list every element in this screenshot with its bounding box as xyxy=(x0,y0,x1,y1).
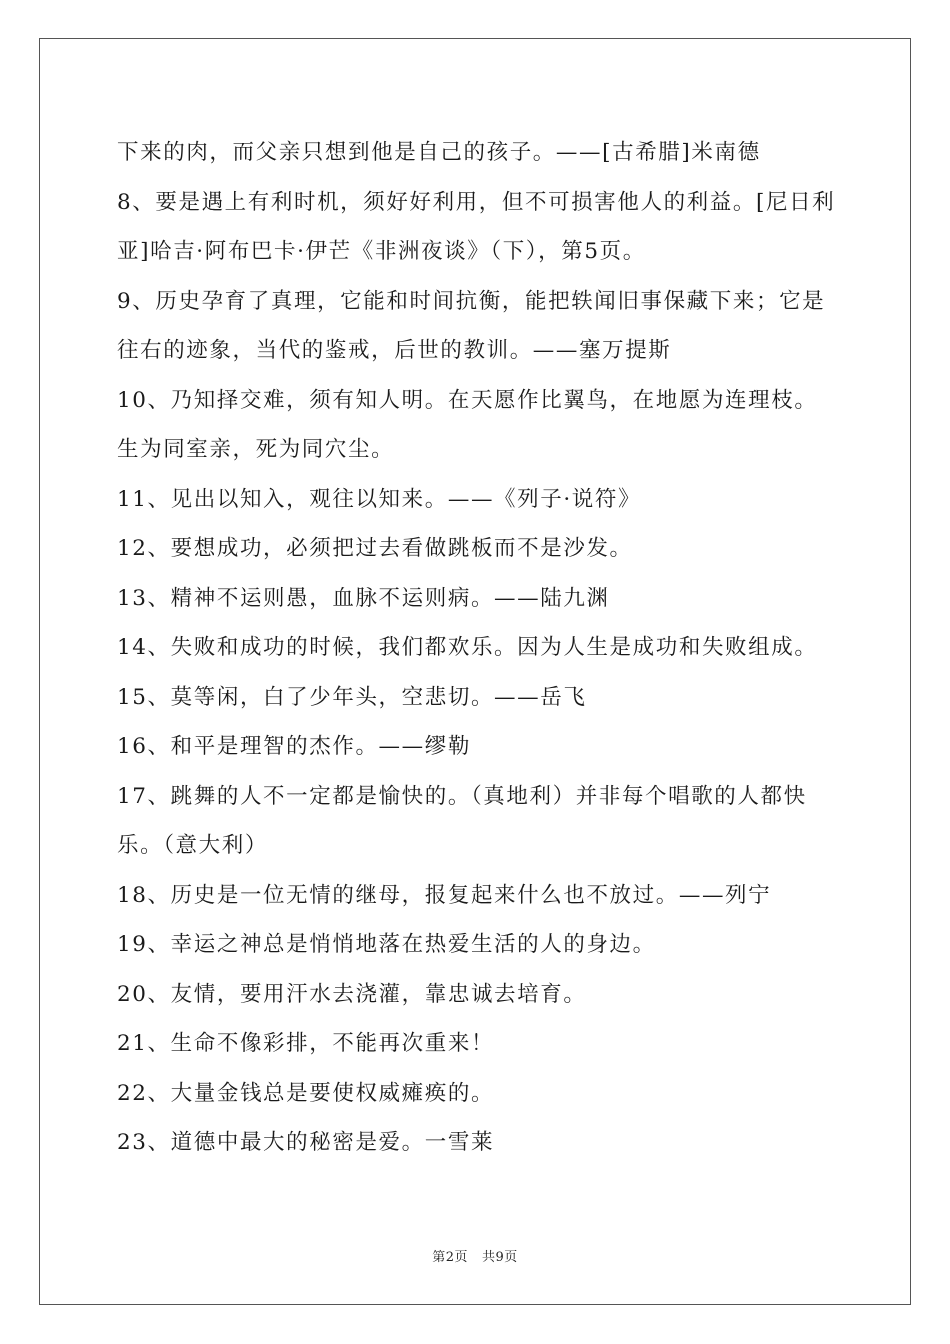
document-body xyxy=(117,128,837,1168)
paragraph: 22、大量金钱总是要使权威瘫痪的。 xyxy=(117,1080,495,1106)
paragraph: 20、友情，要用汗水去浇灌，靠忠诚去培育。 xyxy=(117,981,587,1007)
paragraph: 19、幸运之神总是悄悄地落在热爱生活的人的身边。 xyxy=(117,932,656,957)
paragraph: 17、跳舞的人不一定都是愉快的。（真地利）并非每个唱歌的人都快乐。（意大利） xyxy=(117,783,807,858)
paragraph: 21、生命不像彩排，不能再次重来！ xyxy=(117,1031,495,1056)
paragraph: 8、要是遇上有利时机，须好好利用，但不可损害他人的利益。[尼日利亚]哈吉·阿布巴卡·伊芒《非洲夜谈》（下），第5页。 xyxy=(117,189,836,264)
paragraph: 13、精神不运则愚，血脉不运则病。——陆九渊 xyxy=(117,585,610,611)
page-footer xyxy=(0,1246,950,1265)
paragraph: 12、要想成功，必须把过去看做跳板而不是沙发。 xyxy=(117,536,633,561)
page-total: 共9页 xyxy=(482,1250,518,1265)
paragraph: 14、失败和成功的时候，我们都欢乐。因为人生是成功和失败组成。 xyxy=(117,635,818,660)
paragraph: 10、乃知择交难，须有知人明。在天愿作比翼鸟，在地愿为连理枝。生为同室亲，死为同穴尘。 xyxy=(117,387,818,462)
paragraph: 11、见出以知入，观往以知来。——《列子·说符》 xyxy=(117,486,642,512)
paragraph: 15、莫等闲，白了少年头，空悲切。——岳飞 xyxy=(117,684,587,710)
paragraph: 23、道德中最大的秘密是爱。一雪莱 xyxy=(117,1130,495,1155)
paragraph: 9、历史孕育了真理，它能和时间抗衡，能把轶闻旧事保藏下来；它是往右的迹象，当代的鉴戒，后世的教训。——塞万提斯 xyxy=(117,288,826,363)
paragraph: 16、和平是理智的杰作。——缪勒 xyxy=(117,734,471,759)
paragraph: 下来的肉，而父亲只想到他是自己的孩子。——[古希腊]米南德 xyxy=(117,140,761,165)
page-number: 第2页 xyxy=(432,1250,468,1265)
paragraph: 18、历史是一位无情的继母，报复起来什么也不放过。——列宁 xyxy=(117,882,772,908)
